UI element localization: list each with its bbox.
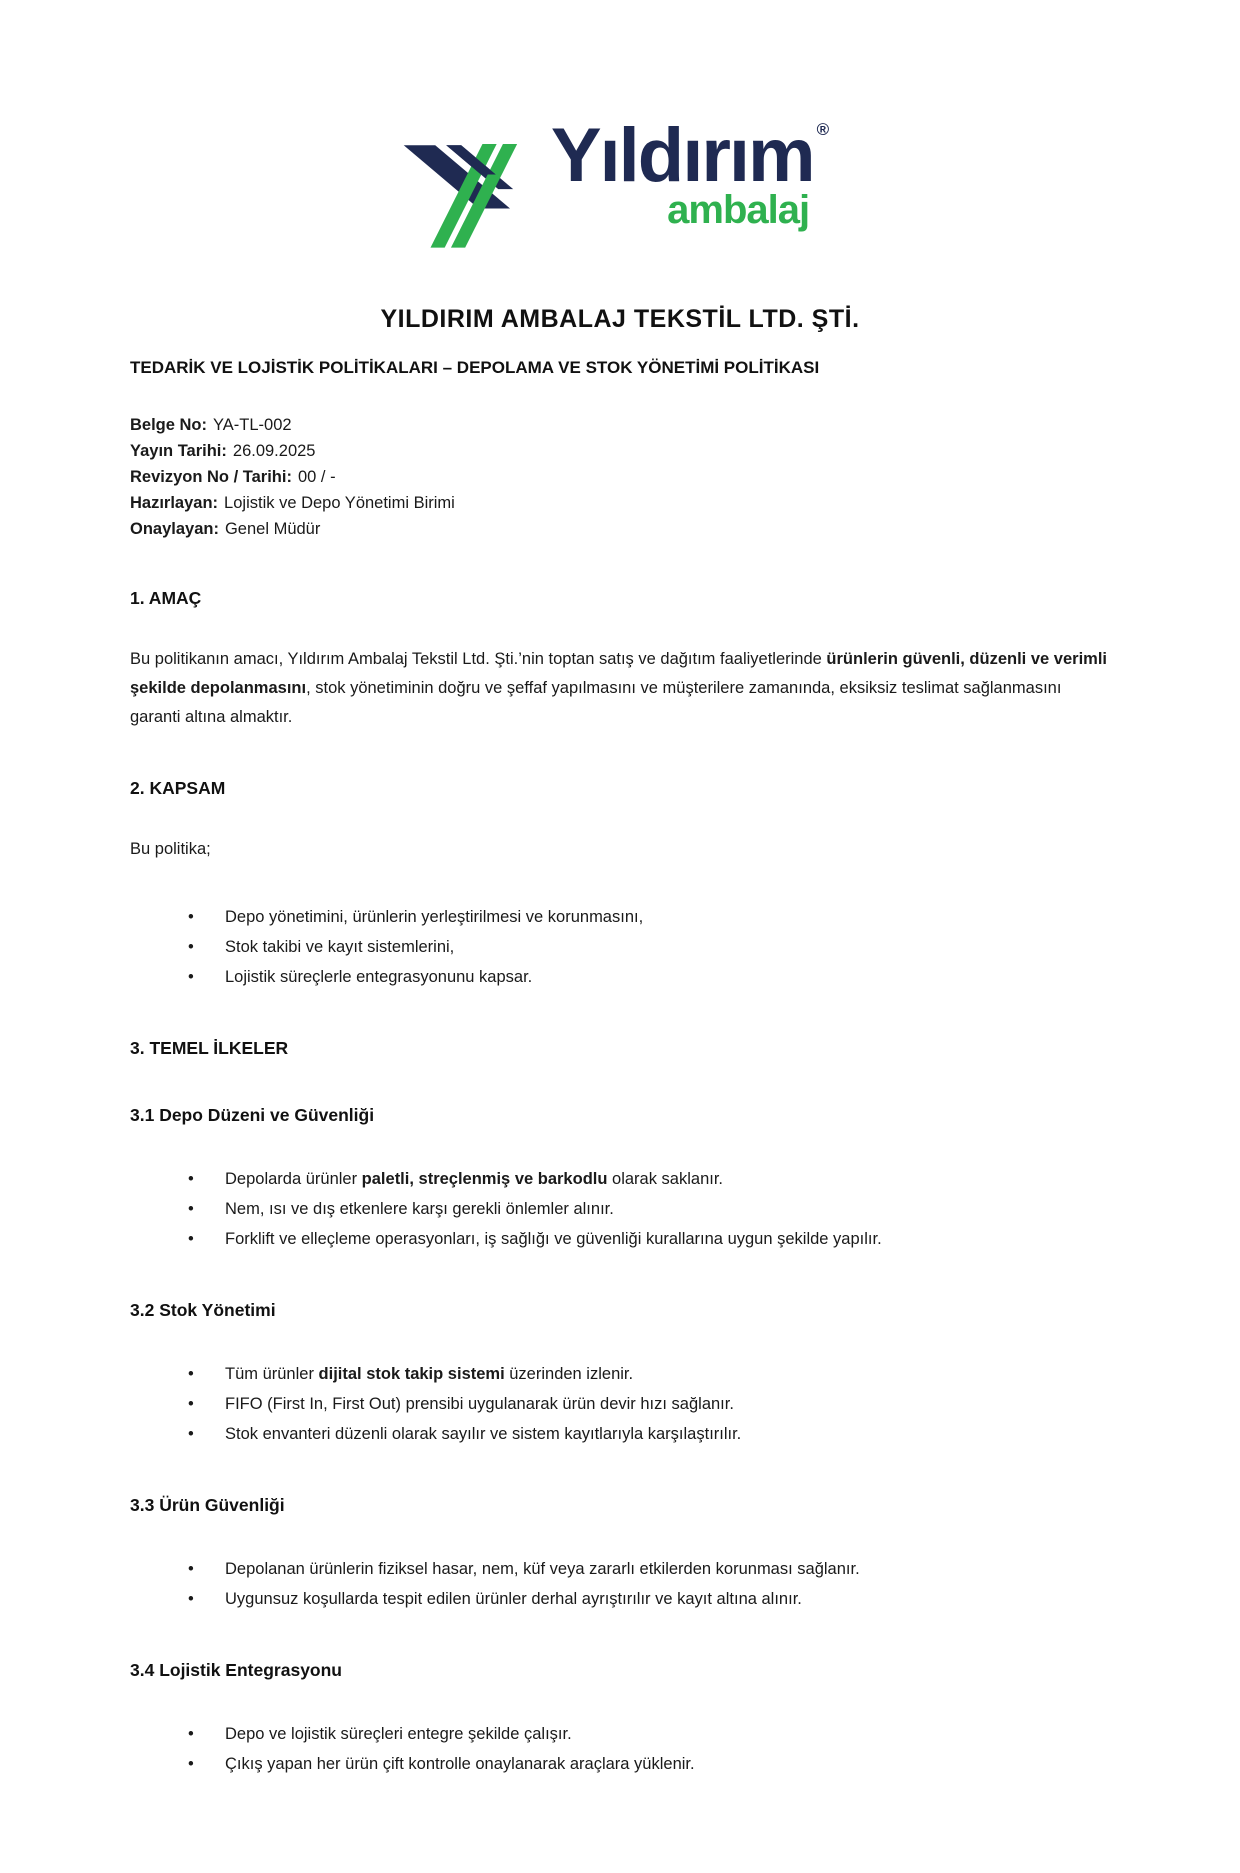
meta-row-yayin-tarihi <box>130 438 1110 464</box>
logo-text <box>550 113 830 232</box>
list-item <box>130 1194 1110 1224</box>
bullet-bold-text: paletli, streçlenmiş ve barkodlu <box>361 1170 608 1188</box>
bullet-list-3-3 <box>130 1554 1110 1614</box>
paragraph-bold-text: ürünlerin güvenli, düzenli ve verimli şekilde depolanmasını <box>130 650 1107 697</box>
list-item <box>130 1719 1110 1749</box>
bullet-text: Depolarda ürünler <box>225 1170 362 1188</box>
registered-trademark-icon: ® <box>816 120 830 139</box>
bullet-text: Nem, ısı ve dış etkenlere karşı gerekli önlemler alınır. <box>225 1200 614 1218</box>
paragraph-text: , stok yönetiminin doğru ve şeffaf yapılmasını ve müşterilere zamanında, eksiksiz teslimat sağlanmasını garanti altına almaktır. <box>130 679 1062 726</box>
bullet-text: Depo ve lojistik süreçleri entegre şekilde çalışır. <box>225 1725 572 1743</box>
subsection-heading-3-2: 3.2 Stok Yönetimi <box>130 1300 276 1320</box>
meta-label: Yayın Tarihi: <box>130 442 227 460</box>
meta-value: Lojistik ve Depo Yönetimi Birimi <box>224 494 455 512</box>
bullet-list-kapsam <box>130 902 1110 992</box>
list-item <box>130 1419 1110 1449</box>
list-item <box>130 1749 1110 1779</box>
company-logo <box>399 113 830 249</box>
document-title: TEDARİK VE LOJİSTİK POLİTİKALARI – DEPOLAMA VE STOK YÖNETİMİ POLİTİKASI <box>130 358 820 377</box>
bullet-bold-text: dijital stok takip sistemi <box>318 1365 505 1383</box>
bullet-list-3-2 <box>130 1359 1110 1449</box>
paragraph-kapsam-intro: Bu politika; <box>130 840 211 858</box>
logo-subtext: ambalaj <box>667 188 810 232</box>
meta-label: Hazırlayan: <box>130 494 219 512</box>
meta-label: Belge No: <box>130 416 208 434</box>
list-item <box>130 1359 1110 1389</box>
document-page <box>0 113 1240 1779</box>
document-metadata <box>130 412 1110 542</box>
subsection-heading-3-4: 3.4 Lojistik Entegrasyonu <box>130 1660 342 1680</box>
section-heading-temel-ilkeler: 3. TEMEL İLKELER <box>130 1038 289 1058</box>
bullet-text: Tüm ürünler <box>225 1365 319 1383</box>
meta-value: YA-TL-002 <box>213 416 292 434</box>
list-item <box>130 1554 1110 1584</box>
subsection-heading-3-3: 3.3 Ürün Güvenliği <box>130 1495 285 1515</box>
list-item <box>130 1389 1110 1419</box>
bullet-text: Stok envanteri düzenli olarak sayılır ve sistem kayıtlarıyla karşılaştırılır. <box>225 1425 742 1443</box>
bullet-text: Forklift ve elleçleme operasyonları, iş sağlığı ve güvenliği kurallarına uygun şekilde yapılır. <box>225 1230 882 1248</box>
meta-row-hazirlayan <box>130 490 1110 516</box>
bullet-text: Stok takibi ve kayıt sistemlerini, <box>225 938 455 956</box>
bullet-text: Lojistik süreçlerle entegrasyonunu kapsar. <box>225 968 533 986</box>
meta-row-belge-no <box>130 412 1110 438</box>
bullet-text: olarak saklanır. <box>607 1170 723 1188</box>
meta-label: Onaylayan: <box>130 520 219 538</box>
company-title: YILDIRIM AMBALAJ TEKSTİL LTD. ŞTİ. <box>380 305 860 333</box>
section-heading-kapsam: 2. KAPSAM <box>130 778 226 798</box>
meta-row-onaylayan <box>130 516 1110 542</box>
bullet-text: FIFO (First In, First Out) prensibi uygulanarak ürün devir hızı sağlanır. <box>225 1395 734 1413</box>
bullet-text: Depolanan ürünlerin fiziksel hasar, nem, küf veya zararlı etkilerden korunması sağlanır. <box>225 1560 860 1578</box>
bullet-list-3-4 <box>130 1719 1110 1779</box>
paragraph-amac <box>130 645 1110 732</box>
meta-value: 26.09.2025 <box>232 442 316 460</box>
yildirim-logo-mark-icon <box>399 136 525 249</box>
list-item <box>130 902 1110 932</box>
meta-row-revizyon <box>130 464 1110 490</box>
bullet-text: üzerinden izlenir. <box>504 1365 634 1383</box>
bullet-text: Çıkış yapan her ürün çift kontrolle onaylanarak araçlara yüklenir. <box>225 1755 695 1773</box>
meta-value: 00 / - <box>297 468 336 486</box>
list-item <box>130 962 1110 992</box>
logo-wordmark: Yıldırım <box>550 113 814 198</box>
list-item <box>130 932 1110 962</box>
subsection-heading-3-1: 3.1 Depo Düzeni ve Güvenliği <box>130 1105 375 1125</box>
bullet-text: Depo yönetimini, ürünlerin yerleştirilmesi ve korunmasını, <box>225 908 644 926</box>
paragraph-text: Bu politikanın amacı, Yıldırım Ambalaj Tekstil Ltd. Şti.’nin toptan satış ve dağıtım faaliyetlerinde <box>130 650 827 668</box>
list-item <box>130 1224 1110 1254</box>
list-item <box>130 1164 1110 1194</box>
bullet-text: Uygunsuz koşullarda tespit edilen ürünler derhal ayrıştırılır ve kayıt altına alınır. <box>225 1590 802 1608</box>
meta-value: Genel Müdür <box>224 520 321 538</box>
section-heading-amac: 1. AMAÇ <box>130 588 202 608</box>
bullet-list-3-1 <box>130 1164 1110 1254</box>
list-item <box>130 1584 1110 1614</box>
meta-label: Revizyon No / Tarihi: <box>130 468 292 486</box>
